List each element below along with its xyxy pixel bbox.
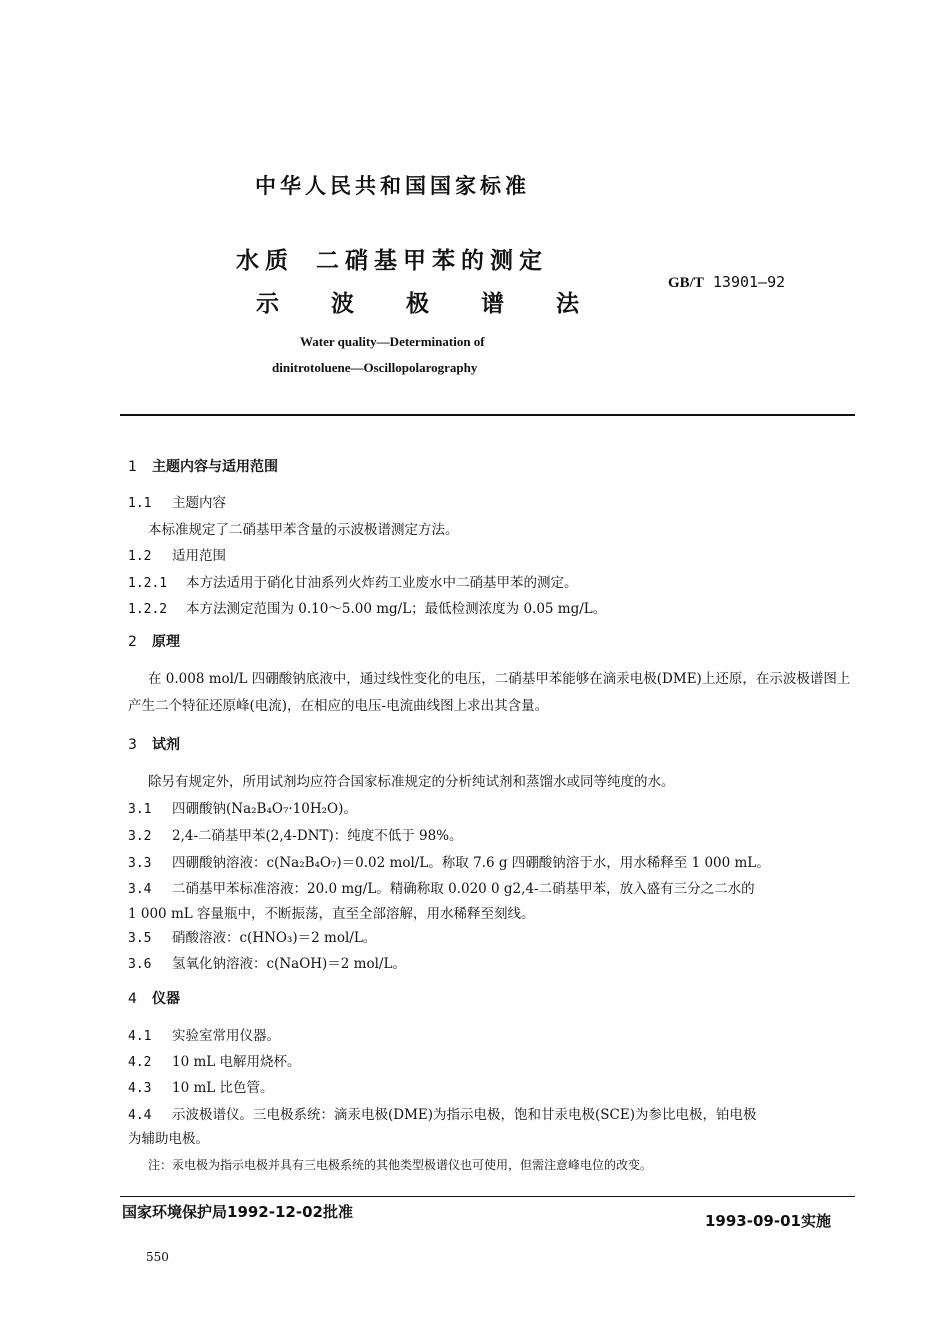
clause-text: 示波极谱仪。三电极系统：滴汞电极(DME)为指示电极，饱和甘汞电极(SCE)为参比电极，铂电极	[172, 1107, 757, 1123]
section-number: 3	[128, 737, 137, 753]
approval-date: 国家环境保护局1992-12-02批准	[122, 1203, 353, 1221]
clause-number: 3.6	[128, 957, 152, 972]
clause-number: 1.2.1	[128, 576, 168, 591]
title-part-a: 水质	[236, 248, 294, 274]
clause-4-2	[128, 1050, 301, 1070]
clause-number: 4.4	[128, 1108, 152, 1123]
clause-4-3	[128, 1076, 274, 1096]
clause-number: 1.2.2	[128, 602, 168, 617]
clause-3-4	[128, 877, 755, 897]
implementation-date: 1993-09-01实施	[705, 1212, 831, 1230]
principle-paragraph: 在 0.008 mol/L 四硼酸钠底液中，通过线性变化的电压，二硝基甲苯能够在滴汞电极(DME)上还原，在示波极谱图上产生二个特征还原峰(电流)，在相应的电压-电流曲线图上求出其含量。	[128, 671, 851, 714]
clause-3-5	[128, 926, 376, 946]
clause-3-1	[128, 797, 357, 817]
clause-3-2	[128, 824, 463, 844]
section-number: 4	[128, 991, 137, 1007]
clause-text: 10 mL 电解用烧杯。	[172, 1054, 301, 1070]
clause-text: 本方法测定范围为 0.10～5.00 mg/L；最低检测浓度为 0.05 mg/L。	[186, 601, 607, 617]
note-text: 注：汞电极为指示电极并具有三电极系统的其他类型极谱仪也可使用，但需注意峰电位的改变。	[148, 1158, 653, 1172]
standard-number	[668, 273, 785, 292]
section-1-heading	[128, 456, 278, 476]
national-standard-heading: 中华人民共和国国家标准	[255, 174, 530, 198]
footer-divider	[120, 1196, 855, 1197]
clause-number: 3.3	[128, 856, 152, 871]
clause-3-6	[128, 952, 406, 972]
clause-number: 3.2	[128, 829, 152, 844]
clause-number: 4.2	[128, 1055, 152, 1070]
title-part-b: 二硝基甲苯的测定	[316, 248, 548, 274]
clause-number: 4.3	[128, 1081, 152, 1096]
section-title: 主题内容与适用范围	[152, 459, 278, 475]
header-divider	[120, 414, 855, 416]
document-title-line2: 示波极谱法	[256, 291, 631, 317]
section-title: 仪器	[152, 991, 180, 1007]
section-number: 2	[128, 634, 137, 650]
clause-text: 实验室常用仪器。	[172, 1028, 280, 1044]
clause-number: 3.5	[128, 931, 152, 946]
clause-text: 四硼酸钠溶液：c(Na₂B₄O₇)＝0.02 mol/L。称取 7.6 g 四硼酸钠溶于水，用水稀释至 1 000 mL。	[172, 855, 770, 871]
english-title-line1: Water quality—Determination of	[300, 334, 485, 349]
section-4-heading	[128, 988, 180, 1008]
clause-1-1	[128, 491, 226, 511]
clause-number: 1.1	[128, 496, 152, 511]
clause-4-1	[128, 1024, 280, 1044]
english-title-line2: dinitrotoluene—Oscillopolarography	[272, 360, 478, 375]
clause-number: 3.4	[128, 882, 152, 897]
reagents-intro: 除另有规定外，所用试剂均应符合国家标准规定的分析纯试剂和蒸馏水或同等纯度的水。	[148, 774, 675, 790]
clause-number: 4.1	[128, 1029, 152, 1044]
standard-code: 13901—92	[712, 273, 786, 291]
clause-3-4-continuation: 1 000 mL 容量瓶中，不断振荡，直至全部溶解，用水稀释至刻线。	[128, 906, 535, 922]
clause-text: 本方法适用于硝化甘油系列火炸药工业废水中二硝基甲苯的测定。	[186, 575, 578, 591]
clause-title: 适用范围	[172, 548, 226, 564]
section-3-heading	[128, 734, 180, 754]
clause-text: 10 mL 比色管。	[172, 1080, 274, 1096]
clause-4-4-continuation: 为辅助电极。	[128, 1131, 209, 1147]
clause-number: 3.1	[128, 802, 152, 817]
section-2-heading	[128, 631, 180, 651]
clause-1-2-2	[128, 597, 606, 617]
clause-title: 主题内容	[172, 495, 226, 511]
document-title-line1	[236, 242, 548, 275]
clause-3-3	[128, 851, 770, 871]
clause-text: 2,4-二硝基甲苯(2,4-DNT)：纯度不低于 98%。	[172, 828, 463, 844]
standard-prefix: GB/T	[668, 275, 704, 291]
page-number: 550	[146, 1250, 169, 1264]
clause-text: 二硝基甲苯标准溶液：20.0 mg/L。精确称取 0.020 0 g2,4-二硝基甲苯，放入盛有三分之二水的	[172, 881, 755, 897]
section-title: 原理	[152, 634, 180, 650]
clause-text: 硝酸溶液：c(HNO₃)＝2 mol/L。	[172, 930, 377, 946]
clause-1-2	[128, 544, 226, 564]
clause-4-4	[128, 1103, 757, 1123]
clause-1-2-1	[128, 571, 578, 591]
clause-text: 氢氧化钠溶液：c(NaOH)＝2 mol/L。	[172, 956, 406, 972]
section-title: 试剂	[152, 737, 180, 753]
section-number: 1	[128, 459, 137, 475]
clause-text: 四硼酸钠(Na₂B₄O₇·10H₂O)。	[172, 801, 357, 817]
clause-1-1-text: 本标准规定了二硝基甲苯含量的示波极谱测定方法。	[148, 522, 459, 538]
clause-number: 1.2	[128, 549, 152, 564]
